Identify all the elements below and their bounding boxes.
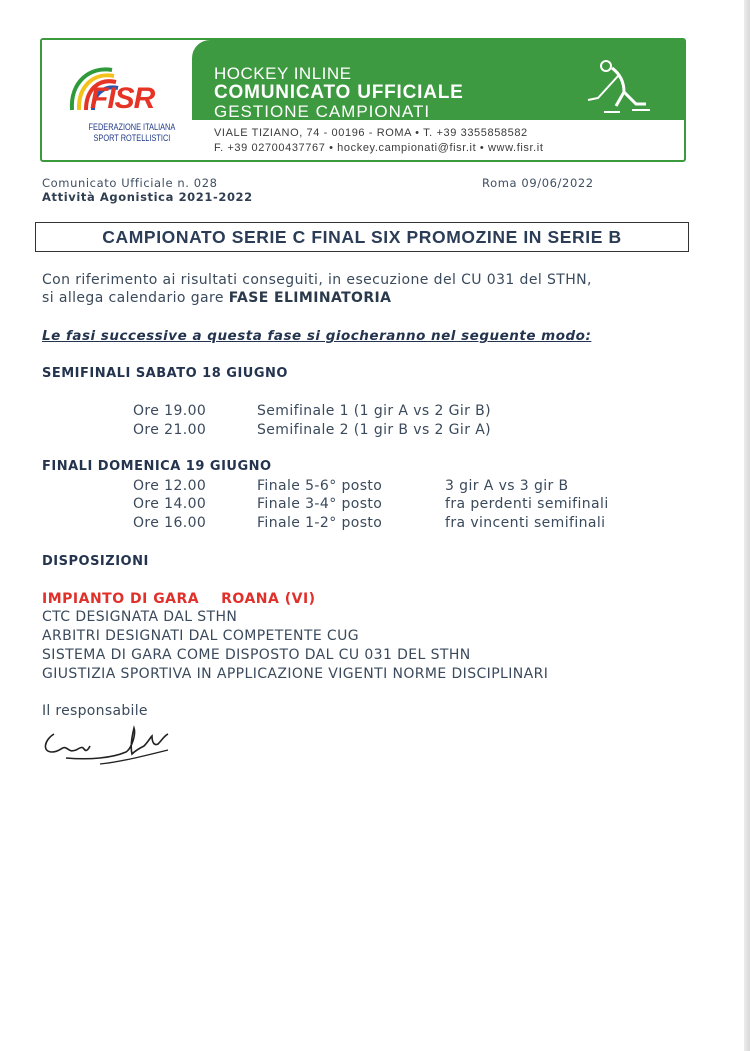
season: Attività Agonistica 2021-2022 xyxy=(42,190,253,204)
finale-time: Ore 12.00 xyxy=(133,478,207,494)
disposizione-line: CTC DESIGNATA DAL STHN xyxy=(42,609,238,625)
handwritten-signature-icon xyxy=(40,722,175,768)
intro-line2-bold: FASE ELIMINATORIA xyxy=(228,290,392,306)
disposizione-line: GIUSTIZIA SPORTIVA IN APPLICAZIONE VIGENTI NORME DISCIPLINARI xyxy=(42,666,549,682)
hockey-player-icon xyxy=(584,58,654,116)
logo-caption xyxy=(86,122,178,144)
disposizione-line: SISTEMA DI GARA COME DISPOSTO DAL CU 031 DEL STHN xyxy=(42,647,471,663)
address-line2: F. +39 02700437767 • hockey.campionati@fisr.it • www.fisr.it xyxy=(214,142,544,154)
impianto-line xyxy=(42,591,316,607)
intro-line1: Con riferimento ai risultati conseguiti, in esecuzione del CU 031 del STHN, xyxy=(42,272,592,288)
title-box xyxy=(35,222,689,252)
semifinale-desc: Semifinale 1 (1 gir A vs 2 Gir B) xyxy=(257,403,492,419)
address-line1: VIALE TIZIANO, 74 - 00196 - ROMA • T. +39 3355858582 xyxy=(214,127,528,139)
finale-time: Ore 14.00 xyxy=(133,496,207,512)
semifinale-time: Ore 19.00 xyxy=(133,403,207,419)
document-title: CAMPIONATO SERIE C FINAL SIX PROMOZINE IN SERIE B xyxy=(102,227,622,247)
semifinale-desc: Semifinale 2 (1 gir B vs 2 Gir A) xyxy=(257,422,492,438)
place-date: Roma 09/06/2022 xyxy=(482,176,594,190)
page-edge xyxy=(744,0,750,1051)
document-meta xyxy=(42,176,253,204)
finale-teams: 3 gir A vs 3 gir B xyxy=(445,478,569,494)
header-line1: HOCKEY INLINE xyxy=(214,64,352,83)
finale-time: Ore 16.00 xyxy=(133,515,207,531)
disposizioni-heading: DISPOSIZIONI xyxy=(42,554,149,569)
semifinale-time: Ore 21.00 xyxy=(133,422,207,438)
finali-heading: FINALI DOMENICA 19 GIUGNO xyxy=(42,459,272,474)
header-line3: GESTIONE CAMPIONATI xyxy=(214,102,431,121)
finale-teams: fra perdenti semifinali xyxy=(445,496,609,512)
finale-desc: Finale 5-6° posto xyxy=(257,478,383,494)
letterhead xyxy=(40,38,686,162)
intro-paragraph xyxy=(42,271,592,307)
fisr-logo xyxy=(42,40,192,158)
fasi-heading: Le fasi successive a questa fase si giocheranno nel seguente modo: xyxy=(42,328,592,344)
logo-caption-line1: FEDERAZIONE ITALIANA xyxy=(88,122,176,132)
semifinali-heading: SEMIFINALI SABATO 18 GIUGNO xyxy=(42,366,288,381)
finale-teams: fra vincenti semifinali xyxy=(445,515,606,531)
signature-label: Il responsabile xyxy=(42,703,148,719)
finale-desc: Finale 1-2° posto xyxy=(257,515,383,531)
header-line2: COMUNICATO UFFICIALE xyxy=(214,82,464,103)
finale-desc: Finale 3-4° posto xyxy=(257,496,383,512)
logo-text: FISR xyxy=(90,82,155,115)
impianto-value: ROANA (VI) xyxy=(221,591,316,607)
disposizione-line: ARBITRI DESIGNATI DAL COMPETENTE CUG xyxy=(42,628,359,644)
logo-caption-line2: SPORT ROTELLISTICI xyxy=(93,133,171,143)
impianto-label: IMPIANTO DI GARA xyxy=(42,591,200,607)
intro-line2 xyxy=(42,289,592,307)
header-address xyxy=(214,126,544,156)
header-band xyxy=(192,40,684,120)
intro-line2-prefix: si allega calendario gare xyxy=(42,290,229,306)
comunicato-number: Comunicato Ufficiale n. 028 xyxy=(42,176,218,190)
